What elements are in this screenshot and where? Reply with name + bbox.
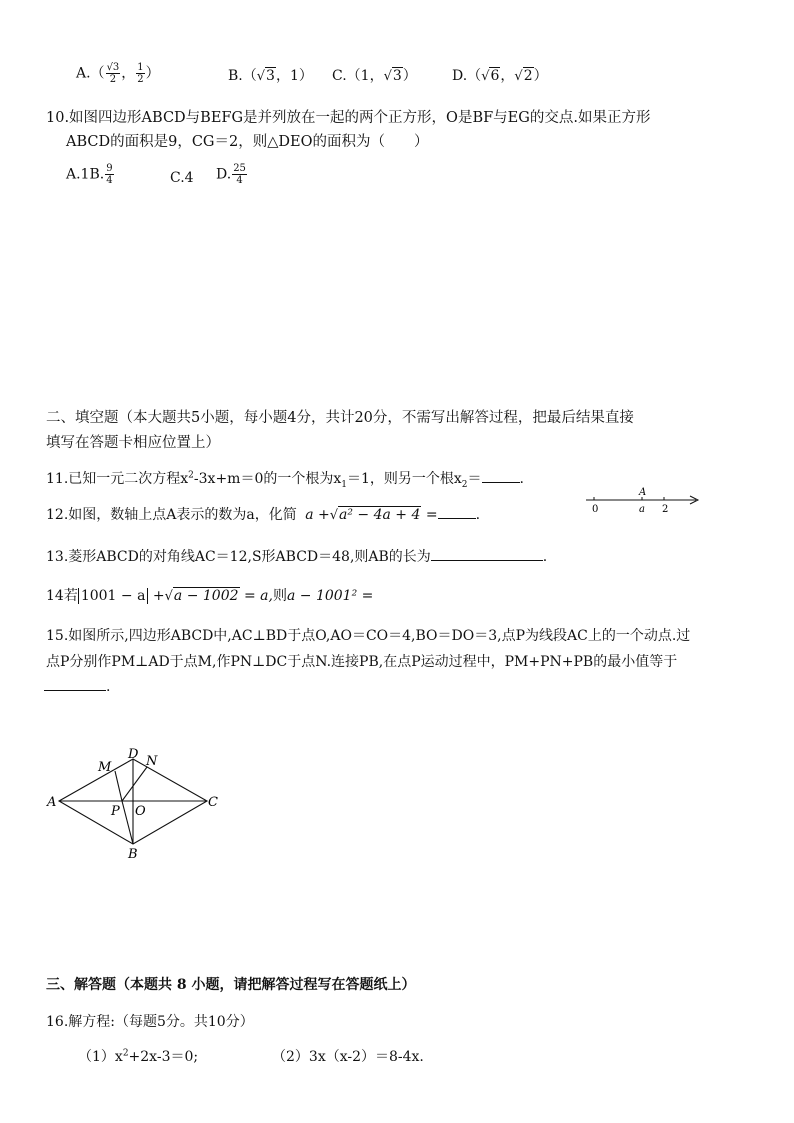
label-O: O: [135, 804, 146, 819]
q14-radicand: a − 1002: [173, 588, 239, 604]
q12-radicand: a² − 4a + 4: [339, 507, 421, 523]
number-line-label-A: A: [639, 487, 647, 498]
q10-option-ab: A.1B.: [66, 166, 105, 183]
q10-option-c: C.4: [170, 170, 194, 186]
q9-option-b: B.（√3，1）: [228, 68, 313, 84]
q9-d-radicand1: 6: [490, 68, 500, 84]
q9-option-d: D.（√6，√2）: [452, 68, 548, 84]
label-B: B: [128, 847, 138, 860]
number-line: [580, 484, 704, 518]
section2-heading-line2: 填写在答题卡相应位置上）: [46, 435, 220, 451]
label-P: P: [111, 804, 120, 819]
q10-options: [66, 163, 115, 186]
q9-option-c: C.（1，√3）: [332, 68, 417, 84]
q15-figure: [40, 730, 230, 860]
number-line-label-0: 0: [592, 504, 599, 515]
section3-heading: 三、解答题（本题共 8 小题，请把解答过程写在答题纸上）: [46, 977, 416, 993]
q15-answer-blank: [44, 678, 106, 691]
q9-a-frac1: $\frac{√3}{2}$: [106, 62, 120, 85]
section2-heading-line1: 二、填空题（本大题共5小题，每小题4分，共计20分，不需写出解答过程，把最后结果直接: [46, 410, 634, 426]
number-line-label-a: a: [639, 504, 645, 515]
q14: 14若 1001 − a +√a − 1002 = a,则a − 1001² =: [46, 588, 374, 604]
q9-a-frac2: $\frac{1}{2}$: [137, 62, 144, 85]
q15-line1: 15.如图所示,四边形ABCD中,AC⊥BD于点O,AO＝CO＝4,BO＝DO＝3,点P为线段AC上的一个动点.过: [46, 628, 691, 644]
q13-answer-blank: [431, 548, 543, 561]
segment-PB: [122, 801, 133, 844]
q9-a-label: A.（: [76, 65, 105, 82]
q15-answer-line: .: [44, 678, 110, 695]
q16-part1: $(1)x^2+2x-3=0$;: [78, 1048, 199, 1065]
q10-d-frac: $\frac{25}{4}$: [233, 163, 246, 186]
q12-answer-blank: [438, 506, 476, 519]
number-line-label-2: 2: [662, 504, 669, 515]
q10-line1: 10.如图四边形ABCD与BEFG是并列放在一起的两个正方形，O是BF与EG的交点.如果正方形: [46, 110, 651, 126]
label-D: D: [128, 747, 139, 762]
q16-title: 16.解方程:（每题5分。共10分）: [46, 1014, 254, 1030]
q12: 12.如图，数轴上点A表示的数为a，化简 a +√a² − 4a + 4 = .: [46, 507, 481, 523]
label-C: C: [208, 795, 218, 810]
q15-line2: 点P分别作PM⊥AD于点M,作PN⊥DC于点N.连接PB,在点P运动过程中，PM+PN+PB的最小值等于: [46, 654, 678, 670]
q10-b-frac: $\frac{9}{4}$: [106, 163, 113, 186]
q16-part2: （2）3x（x-2）＝8-4x.: [272, 1049, 424, 1065]
label-A: A: [47, 795, 57, 810]
q10-line2: ABCD的面积是9，CG＝2，则△DEO的面积为（ ）: [66, 134, 429, 150]
segment-PN: [122, 767, 147, 801]
q9-b-radicand: 3: [266, 68, 275, 84]
label-M: M: [98, 760, 112, 775]
q10-option-d: D. $\frac{25}{4}$: [216, 163, 246, 186]
q9-option-a: A.（ $\frac{√3}{2}$ ， $\frac{1}{2}$ ）: [76, 62, 160, 85]
q13: 13.菱形ABCD的对角线AC＝12,S形ABCD＝48,则AB的长为 .: [46, 549, 548, 565]
label-N: N: [146, 754, 158, 769]
q9-c-radicand: 3: [392, 68, 402, 84]
segment-PM: [115, 771, 122, 801]
q11-answer-blank: [482, 470, 520, 483]
q11: 11.已知一元二次方程$x^2-3x+m=0$的一个根为$x_1=1$，则另一个根$x_2=$ .: [46, 470, 524, 490]
q9-d-radicand2: 2: [523, 68, 533, 84]
q14-abs-value: 1001 − a: [78, 588, 149, 604]
